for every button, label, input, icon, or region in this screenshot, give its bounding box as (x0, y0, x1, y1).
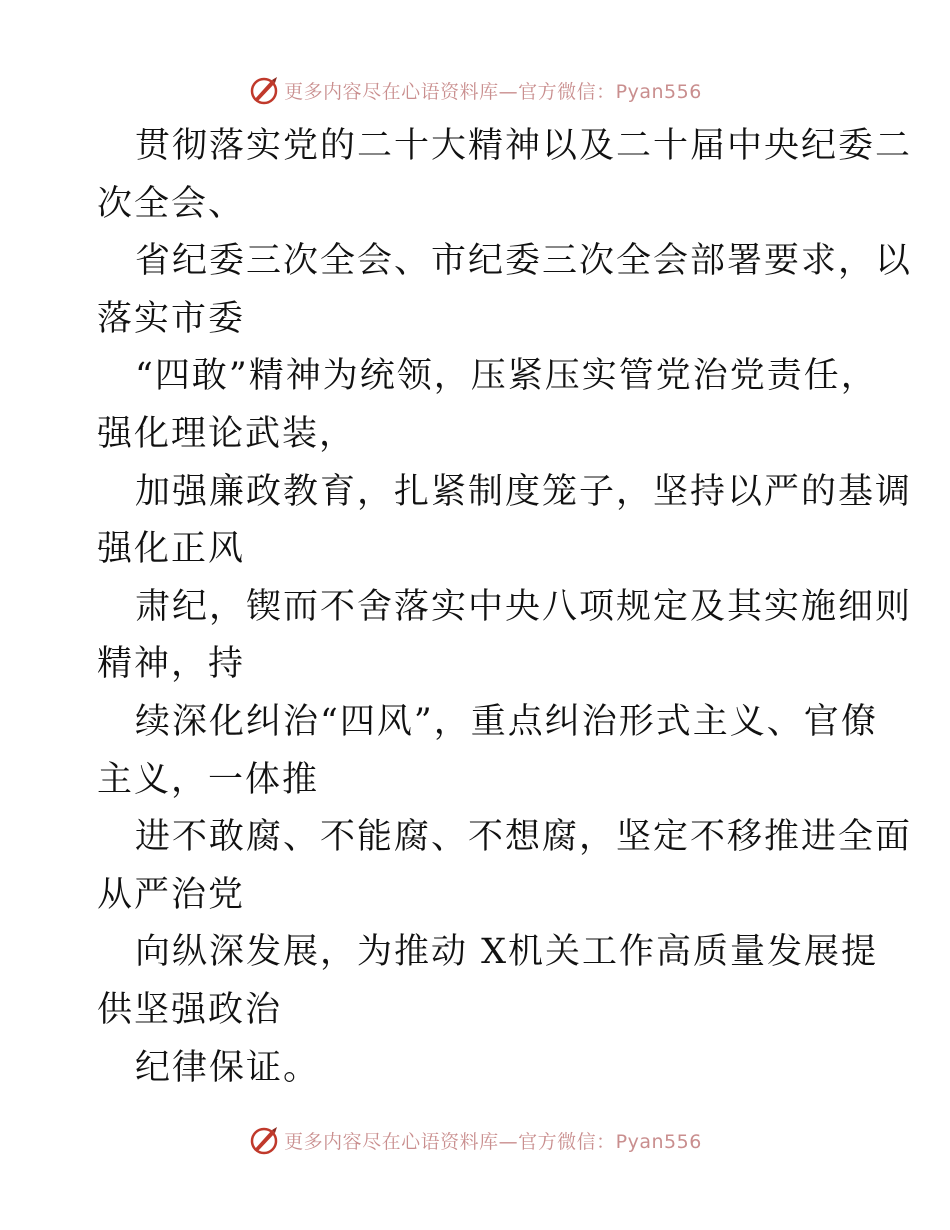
paragraph-line: 贯彻落实党的二十大精神以及二十届中央纪委二 (135, 126, 913, 166)
footer-banner-text: 更多内容尽在心语资料库—官方微信：Pyan556 (284, 1130, 702, 1153)
paragraph-line: 向纵深发展，为推动 X机关工作高质量发展提 (135, 932, 879, 973)
paragraph-line: “四敢”精神为统领，压紧压实管党治党责任， (135, 356, 878, 397)
paragraph-line: 纪律保证。 (135, 1047, 321, 1088)
paragraph-line: 肃纪，锲而不舍落实中央八项规定及其实施细则 (135, 586, 913, 627)
paragraph-line: 加强廉政教育，扎紧制度笼子，坚持以严的基调 (135, 471, 913, 512)
paragraph-line: 省纪委三次全会、市纪委三次全会部署要求，以 (135, 241, 913, 282)
paragraph-line: 从严治党 (97, 874, 246, 915)
paragraph-line: 次全会、 (97, 183, 246, 224)
paragraph-line: 续深化纠治“四风”，重点纠治形式主义、官僚 (135, 701, 878, 742)
paragraph-line: 供坚强政治 (97, 989, 283, 1030)
document-body (97, 118, 913, 1097)
paragraph-line: 强化理论武装， (97, 413, 357, 454)
paragraph-line: 强化正风 (97, 529, 246, 570)
quill-logo-icon (248, 1124, 280, 1156)
paragraph-line: 落实市委 (97, 298, 246, 339)
quill-logo-icon (248, 74, 280, 106)
paragraph-line: 进不敢腐、不能腐、不想腐，坚定不移推进全面 (135, 817, 913, 858)
footer-banner (0, 1120, 950, 1160)
paragraph-line: 精神，持 (97, 644, 246, 685)
header-banner (0, 70, 950, 110)
paragraph-line: 主义，一体推 (97, 759, 320, 800)
header-banner-text: 更多内容尽在心语资料库—官方微信：Pyan556 (284, 80, 702, 103)
